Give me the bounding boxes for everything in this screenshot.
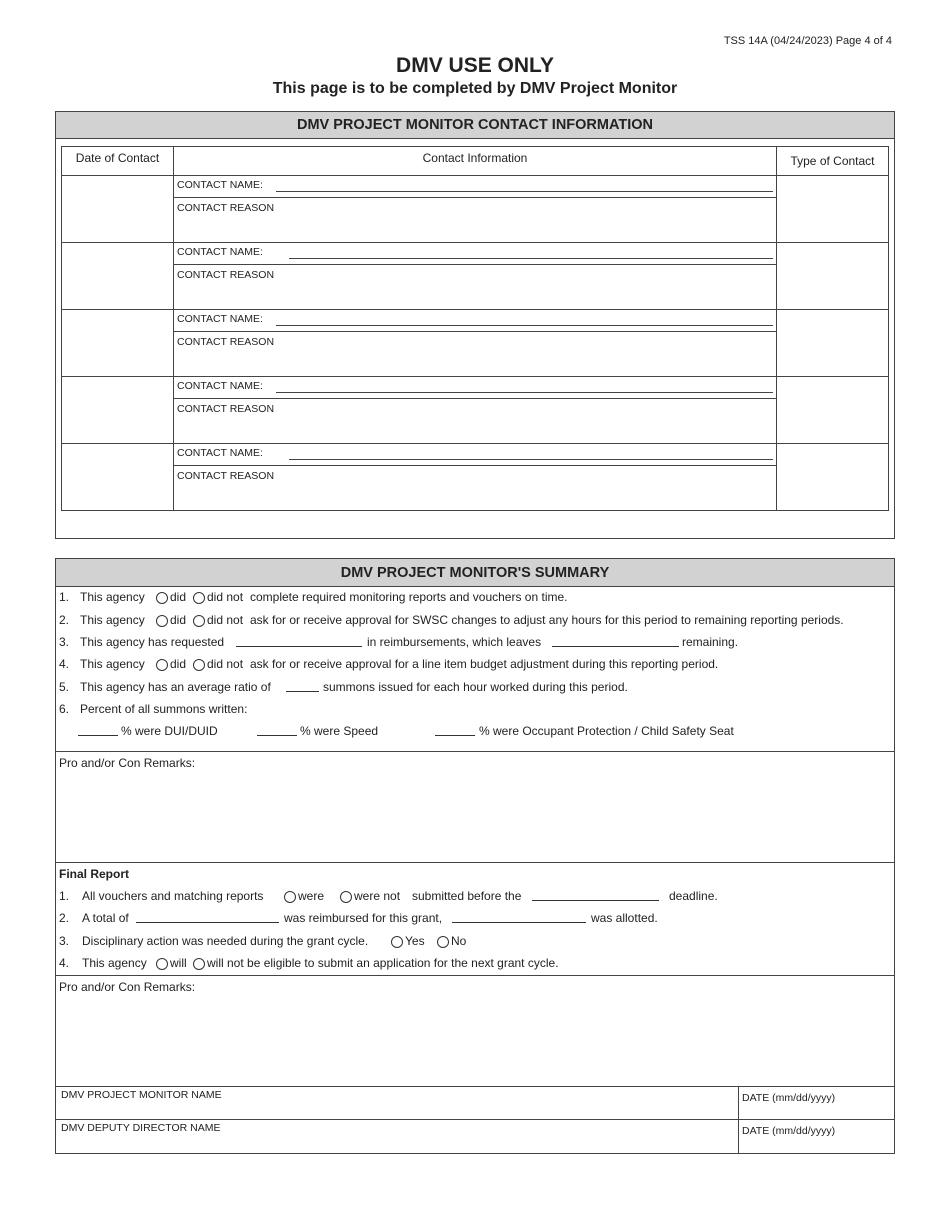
page-subtitle: This page is to be completed by DMV Project Monitor — [272, 80, 678, 97]
form-id: TSS 14A (04/24/2023) Page 4 of 4 — [723, 35, 892, 47]
contact-reason-field[interactable]: CONTACT REASON — [177, 403, 275, 415]
dui-label: % were DUI/DUID — [121, 724, 218, 738]
contact-information-cell — [174, 377, 777, 444]
contact-name-field[interactable] — [289, 258, 773, 259]
contact-information-cell — [174, 176, 777, 243]
item-number: 1. — [59, 889, 70, 903]
contact-name-label: CONTACT NAME: — [177, 447, 263, 459]
item-text: This agency has an average ratio of — [80, 680, 271, 694]
type-of-contact-field[interactable] — [777, 176, 889, 243]
total-allotted-field[interactable] — [452, 911, 586, 923]
final-remarks-label: Pro and/or Con Remarks: — [59, 980, 196, 994]
item-text: This agency — [80, 613, 145, 627]
item-text: submitted before the — [412, 889, 522, 903]
did-not-label: did not — [207, 590, 244, 604]
were-not-label: were not — [354, 889, 401, 903]
remaining-amount-field[interactable] — [552, 635, 679, 647]
item-text: in reimbursements, which leaves — [367, 635, 542, 649]
item-text: This agency — [80, 590, 145, 604]
summary-remarks-field[interactable] — [56, 771, 894, 861]
deputy-date-field[interactable]: DATE (mm/dd/yyyy) — [742, 1125, 836, 1137]
no-label: No — [451, 934, 467, 948]
yes-label: Yes — [405, 934, 425, 948]
contact-reason-field[interactable]: CONTACT REASON — [177, 470, 275, 482]
contact-reason-field[interactable]: CONTACT REASON — [177, 336, 275, 348]
no-radio[interactable] — [437, 936, 449, 948]
item-number: 4. — [59, 657, 70, 671]
date-of-contact-field[interactable] — [62, 310, 174, 377]
contact-name-field[interactable] — [276, 325, 773, 326]
type-of-contact-field[interactable] — [777, 310, 889, 377]
will-not-label: will not be eligible to submit an application for the next grant cycle. — [207, 956, 559, 970]
contact-name-label: CONTACT NAME: — [177, 246, 263, 258]
item-text: summons issued for each hour worked during this period. — [323, 680, 628, 694]
divider — [56, 1119, 894, 1120]
item-text: This agency — [82, 956, 147, 970]
reimbursements-requested-field[interactable] — [236, 635, 362, 647]
item-number: 2. — [59, 613, 70, 627]
contact-name-label: CONTACT NAME: — [177, 313, 263, 325]
item-text: Percent of all summons written: — [80, 702, 248, 716]
item-number: 2. — [59, 911, 70, 925]
contact-name-row — [174, 377, 776, 399]
date-of-contact-field[interactable] — [62, 377, 174, 444]
occupant-percent-field[interactable] — [435, 724, 475, 736]
summary-section-title: DMV PROJECT MONITOR'S SUMMARY — [56, 559, 894, 587]
contact-table-header — [62, 147, 889, 176]
contact-name-field[interactable] — [276, 191, 773, 192]
were-label: were — [298, 889, 325, 903]
table-row — [62, 243, 889, 310]
summary-section — [55, 558, 895, 1154]
column-contact-information: Contact Information — [174, 147, 777, 176]
item-text: deadline. — [669, 889, 718, 903]
did-not-radio[interactable] — [193, 615, 205, 627]
will-label: will — [170, 956, 187, 970]
contact-name-row — [174, 444, 776, 466]
contact-section-title: DMV PROJECT MONITOR CONTACT INFORMATION — [56, 112, 894, 139]
contact-name-row — [174, 176, 776, 198]
item-number: 1. — [59, 590, 70, 604]
speed-label: % were Speed — [300, 724, 379, 738]
did-not-label: did not — [207, 613, 244, 627]
item-text: ask for or receive approval for SWSC changes to adjust any hours for this period to remaining reporting periods. — [250, 613, 844, 627]
contact-name-label: CONTACT NAME: — [177, 380, 263, 392]
type-of-contact-field[interactable] — [777, 377, 889, 444]
item-number: 6. — [59, 702, 70, 716]
did-not-label: did not — [207, 657, 244, 671]
monitor-date-field[interactable]: DATE (mm/dd/yyyy) — [742, 1092, 836, 1104]
contact-information-cell — [174, 243, 777, 310]
item-text: Disciplinary action was needed during the grant cycle. — [82, 934, 369, 948]
did-radio[interactable] — [156, 592, 168, 604]
contact-name-row — [174, 243, 776, 265]
did-label: did — [170, 590, 187, 604]
item-text: This agency — [80, 657, 145, 671]
monitor-name-field[interactable]: DMV PROJECT MONITOR NAME — [61, 1089, 222, 1101]
item-text: remaining. — [682, 635, 739, 649]
item-text: All vouchers and matching reports — [82, 889, 264, 903]
divider — [56, 1086, 894, 1087]
contact-table — [61, 146, 889, 511]
final-remarks-field[interactable] — [56, 995, 894, 1085]
divider — [56, 975, 894, 976]
table-row — [62, 176, 889, 243]
occupant-label: % were Occupant Protection / Child Safety Seat — [479, 724, 734, 738]
table-row — [62, 377, 889, 444]
average-ratio-field[interactable] — [286, 680, 319, 692]
will-radio[interactable] — [156, 958, 168, 970]
item-number: 3. — [59, 934, 70, 948]
yes-radio[interactable] — [391, 936, 403, 948]
date-of-contact-field[interactable] — [62, 444, 174, 511]
did-label: did — [170, 613, 187, 627]
column-date-of-contact: Date of Contact — [62, 147, 174, 176]
item-text: was allotted. — [591, 911, 658, 925]
contact-name-field[interactable] — [289, 459, 773, 460]
deadline-field[interactable] — [532, 889, 659, 901]
item-text: complete required monitoring reports and vouchers on time. — [250, 590, 568, 604]
contact-name-row — [174, 310, 776, 332]
did-not-radio[interactable] — [193, 592, 205, 604]
page-title: DMV USE ONLY — [396, 54, 554, 77]
divider — [56, 862, 894, 863]
date-of-contact-field[interactable] — [62, 176, 174, 243]
deputy-name-field[interactable]: DMV DEPUTY DIRECTOR NAME — [61, 1122, 221, 1134]
table-row — [62, 310, 889, 377]
did-radio[interactable] — [156, 659, 168, 671]
item-text: This agency has requested — [80, 635, 225, 649]
contact-reason-field[interactable]: CONTACT REASON — [177, 269, 275, 281]
item-text: ask for or receive approval for a line item budget adjustment during this reporting period. — [250, 657, 719, 671]
contact-section — [55, 111, 895, 539]
type-of-contact-field[interactable] — [777, 243, 889, 310]
item-number: 5. — [59, 680, 70, 694]
table-row — [62, 444, 889, 511]
speed-percent-field[interactable] — [257, 724, 297, 736]
dui-percent-field[interactable] — [78, 724, 118, 736]
did-radio[interactable] — [156, 615, 168, 627]
did-not-radio[interactable] — [193, 659, 205, 671]
contact-information-cell — [174, 444, 777, 511]
item-number: 4. — [59, 956, 70, 970]
were-not-radio[interactable] — [340, 891, 352, 903]
contact-name-label: CONTACT NAME: — [177, 179, 263, 191]
contact-information-cell — [174, 310, 777, 377]
item-text: was reimbursed for this grant, — [284, 911, 443, 925]
date-of-contact-field[interactable] — [62, 243, 174, 310]
summary-remarks-label: Pro and/or Con Remarks: — [59, 756, 196, 770]
were-radio[interactable] — [284, 891, 296, 903]
divider — [56, 751, 894, 752]
will-not-radio[interactable] — [193, 958, 205, 970]
total-reimbursed-field[interactable] — [136, 911, 279, 923]
contact-name-field[interactable] — [276, 392, 773, 393]
did-label: did — [170, 657, 187, 671]
item-number: 3. — [59, 635, 70, 649]
column-type-of-contact: Type of Contact — [777, 147, 889, 176]
final-report-heading: Final Report — [59, 867, 130, 881]
type-of-contact-field[interactable] — [777, 444, 889, 511]
item-text: A total of — [82, 911, 129, 925]
contact-reason-field[interactable]: CONTACT REASON — [177, 202, 275, 214]
